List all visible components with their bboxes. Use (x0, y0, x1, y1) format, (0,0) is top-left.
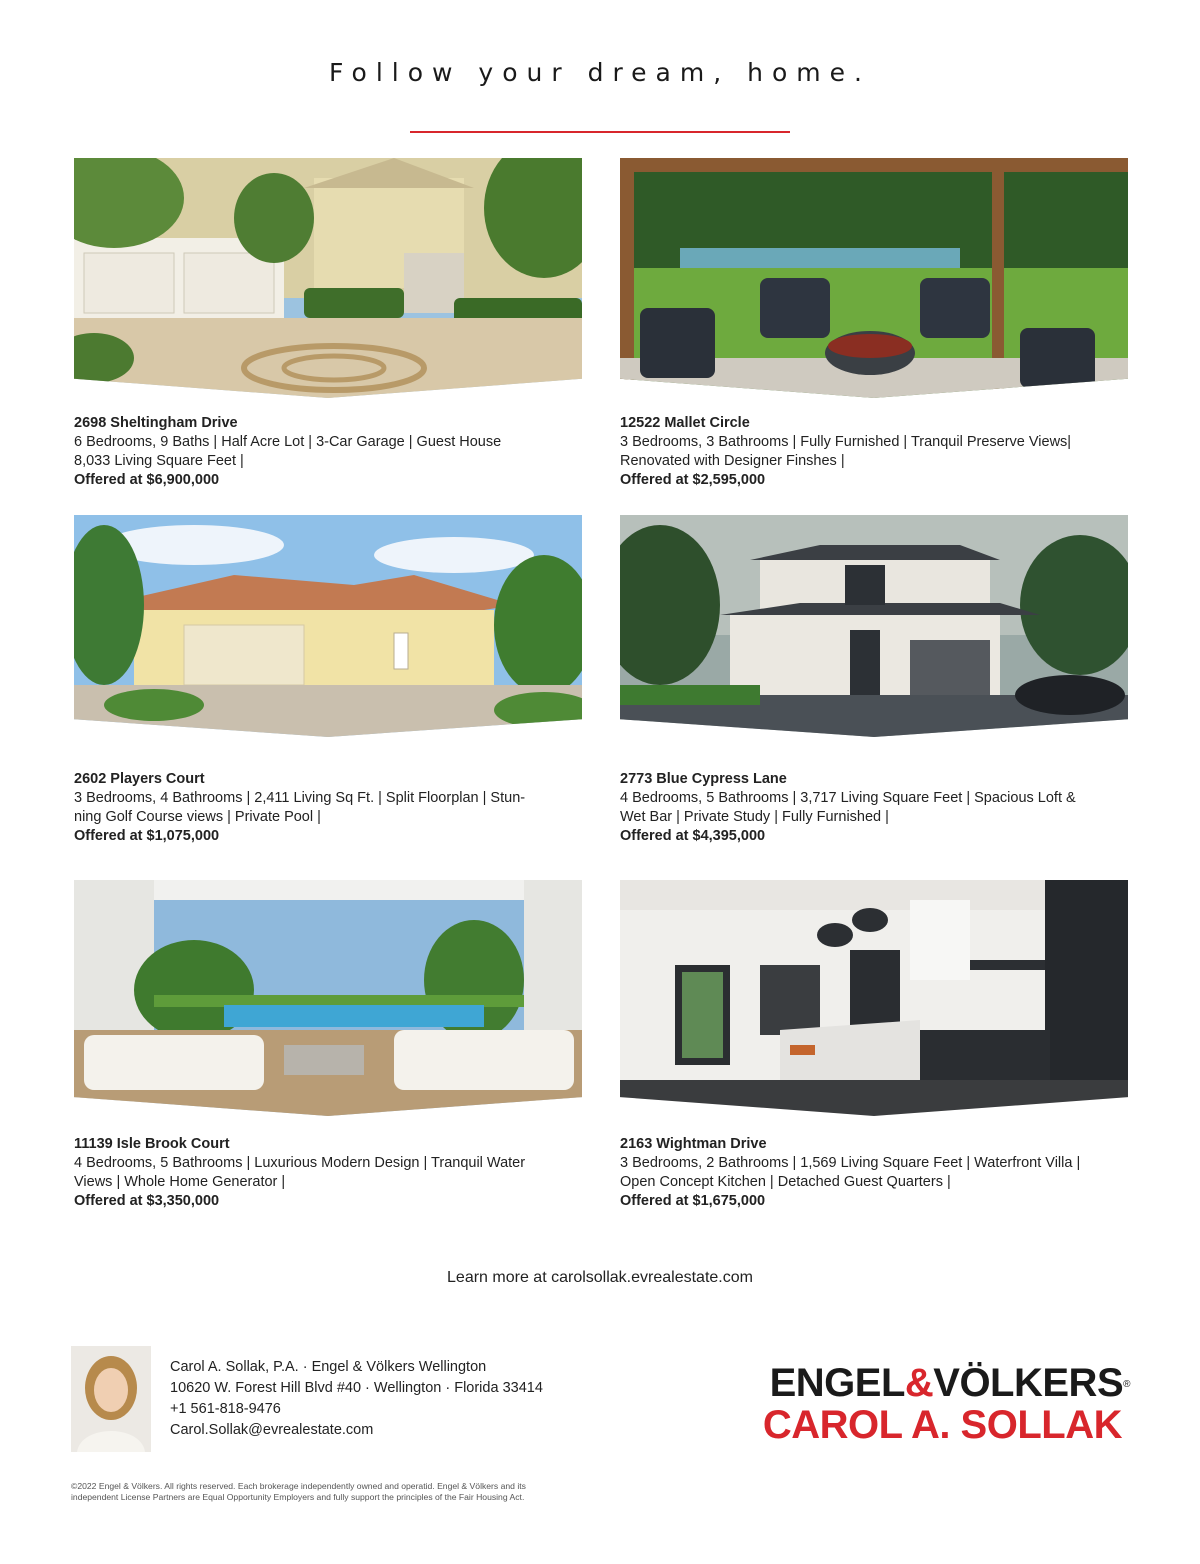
listing-info (74, 1135, 594, 1211)
learn-more-link[interactable]: Learn more at carolsollak.evrealestate.com (447, 1269, 753, 1286)
listing-price: Offered at $6,900,000 (74, 472, 220, 488)
listing-price: Offered at $2,595,000 (620, 472, 766, 488)
listing-address: 12522 Mallet Circle (620, 415, 750, 431)
listing-info (74, 770, 594, 846)
listing-price: Offered at $1,675,000 (620, 1193, 766, 1209)
listing-details: 3 Bedrooms, 4 Bathrooms | 2,411 Living Sq Ft. | Split Floorplan | Stun- (74, 790, 526, 806)
engel-volkers-logo (720, 1362, 1130, 1446)
listing-details: Renovated with Designer Finshes | (620, 453, 845, 469)
headline: Follow your dream, home. (329, 58, 871, 87)
listing-details: 8,033 Living Square Feet | (74, 453, 244, 469)
listing-photo-patio-pool (620, 158, 1128, 398)
agent-portrait (71, 1346, 151, 1452)
listing-info (620, 770, 1140, 846)
red-divider (410, 131, 790, 133)
listing-photo-house-exterior (74, 515, 582, 737)
legal-disclaimer: ©2022 Engel & Völkers. All rights reserved. Each brokerage independently owned and operatid. Engel & Völkers and its independent License Partners are Equal Opportunity Employers and fully support the principles of the Fair Housing Act. (71, 1481, 526, 1502)
listing-details: Views | Whole Home Generator | (74, 1174, 286, 1190)
listing-address: 11139 Isle Brook Court (74, 1136, 230, 1152)
listing-info (620, 414, 1140, 490)
listing-price: Offered at $4,395,000 (620, 828, 766, 844)
listing-details: 4 Bedrooms, 5 Bathrooms | Luxurious Modern Design | Tranquil Water (74, 1155, 526, 1171)
listing-details: 6 Bedrooms, 9 Baths | Half Acre Lot | 3-Car Garage | Guest House (74, 434, 502, 450)
listing-address: 2698 Sheltingham Drive (74, 415, 238, 431)
listing-details: 4 Bedrooms, 5 Bathrooms | 3,717 Living Square Feet | Spacious Loft & (620, 790, 1076, 806)
listing-photo-house-exterior (74, 158, 582, 398)
contact-block (170, 1357, 543, 1441)
listing-address: 2773 Blue Cypress Lane (620, 771, 787, 787)
listing-price: Offered at $3,350,000 (74, 1193, 220, 1209)
listing-details: ning Golf Course views | Private Pool | (74, 809, 321, 825)
listing-details: 3 Bedrooms, 3 Bathrooms | Fully Furnished | Tranquil Preserve Views| (620, 434, 1072, 450)
listing-photo-modern-house (620, 515, 1128, 737)
contact-address: 10620 W. Forest Hill Blvd #40 · Wellington · Florida 33414 (170, 1380, 543, 1396)
listing-photo-pool-lounge (74, 880, 582, 1116)
listing-details: Wet Bar | Private Study | Fully Furnished | (620, 809, 889, 825)
listing-details: Open Concept Kitchen | Detached Guest Quarters | (620, 1174, 951, 1190)
brand-name: ENGEL&VÖLKERS® (769, 1361, 1130, 1405)
agent-name: CAROL A. SOLLAK (762, 1403, 1122, 1447)
listing-address: 2602 Players Court (74, 771, 205, 787)
listing-info (620, 1135, 1140, 1211)
listing-info (74, 414, 594, 490)
listing-photo-kitchen (620, 880, 1128, 1116)
listing-details: 3 Bedrooms, 2 Bathrooms | 1,569 Living Square Feet | Waterfront Villa | (620, 1155, 1081, 1171)
listing-price: Offered at $1,075,000 (74, 828, 220, 844)
contact-name: Carol A. Sollak, P.A. · Engel & Völkers Wellington (170, 1359, 487, 1375)
contact-phone[interactable]: +1 561-818-9476 (170, 1401, 281, 1417)
listing-address: 2163 Wightman Drive (620, 1136, 767, 1152)
contact-email[interactable]: Carol.Sollak@evrealestate.com (170, 1422, 374, 1438)
